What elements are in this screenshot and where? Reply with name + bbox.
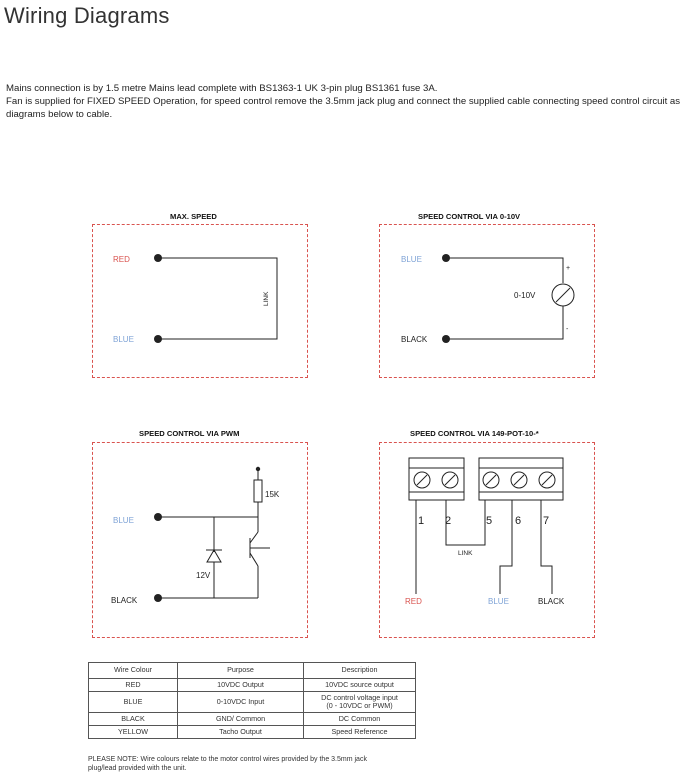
- v-minus-wire: [446, 306, 563, 339]
- zener-label: 12V: [196, 571, 211, 580]
- resistor-label: 15K: [265, 490, 280, 499]
- table-row: [89, 679, 416, 692]
- header-description: Description: [304, 663, 416, 679]
- table-cell: DC Common: [304, 713, 416, 726]
- table-cell: Tacho Output: [178, 726, 304, 739]
- table-cell: 10VDC Output: [178, 679, 304, 692]
- pwm-blue-label: BLUE: [113, 516, 134, 525]
- v10-voltage-label: 0-10V: [514, 291, 536, 300]
- table-cell: DC control voltage input (0 - 10VDC or PWM): [304, 692, 416, 713]
- v-plus-wire: [446, 258, 563, 283]
- table-header-row: [89, 663, 416, 679]
- table-cell: BLUE: [89, 692, 178, 713]
- table-cell: 10VDC source output: [304, 679, 416, 692]
- wire-colour-table: [88, 662, 416, 739]
- v10-black-label: BLACK: [401, 335, 428, 344]
- max-speed-link-label: LINK: [263, 291, 270, 306]
- table-cell: GND/ Common: [178, 713, 304, 726]
- pot-link-wire: [446, 500, 485, 545]
- pwm-black-label: BLACK: [111, 596, 138, 605]
- max-speed-link-wire: [158, 258, 277, 339]
- max-speed-blue-label: BLUE: [113, 335, 134, 344]
- table-cell: Speed Reference: [304, 726, 416, 739]
- terminal-6-label: 6: [515, 515, 522, 527]
- pot-blue-label: BLUE: [488, 597, 509, 606]
- max-speed-title: MAX. SPEED: [170, 212, 217, 221]
- terminal-1-label: 1: [418, 515, 425, 527]
- terminal-7-label: 7: [543, 515, 550, 527]
- terminal-2-label: 2: [445, 515, 452, 527]
- intro-line-speed: Fan is supplied for FIXED SPEED Operation, for speed control remove the 3.5mm jack plug and connect the supplied cable connecting speed control circuit as diagrams below to cable.: [6, 96, 681, 120]
- max-speed-red-label: RED: [113, 255, 130, 264]
- table-row: [89, 726, 416, 739]
- table-cell: 0-10VDC Input: [178, 692, 304, 713]
- header-purpose: Purpose: [178, 663, 304, 679]
- speed-pwm-title: SPEED CONTROL VIA PWM: [139, 429, 240, 438]
- terminal-block-left: [409, 458, 464, 500]
- table-cell: YELLOW: [89, 726, 178, 739]
- page-title: Wiring Diagrams: [4, 3, 170, 28]
- intro-line-mains: Mains connection is by 1.5 metre Mains lead complete with BS1363-1 UK 3-pin plug BS1361 fuse 3A.: [6, 83, 438, 94]
- resistor-15k-symbol: [254, 480, 262, 502]
- table-cell: BLACK: [89, 713, 178, 726]
- header-wire-colour: Wire Colour: [89, 663, 178, 679]
- speed-pot-title: SPEED CONTROL VIA 149-POT-10-*: [410, 429, 539, 438]
- table-row: [89, 713, 416, 726]
- pot-black-label: BLACK: [538, 597, 565, 606]
- pot-link-label: LINK: [458, 550, 473, 557]
- pot-blue-wire: [500, 500, 512, 594]
- v10-blue-label: BLUE: [401, 255, 422, 264]
- v10-minus-label: -: [566, 326, 569, 333]
- wire-colour-note: PLEASE NOTE: Wire colours relate to the motor control wires provided by the 3.5mm jack plug/lead provided with the unit.: [88, 756, 367, 772]
- table-cell: RED: [89, 679, 178, 692]
- table-row: [89, 692, 416, 713]
- speed-0-10v-title: SPEED CONTROL VIA 0-10V: [418, 212, 521, 221]
- pot-red-label: RED: [405, 597, 422, 606]
- terminal-5-label: 5: [486, 515, 493, 527]
- v10-plus-label: +: [566, 265, 571, 272]
